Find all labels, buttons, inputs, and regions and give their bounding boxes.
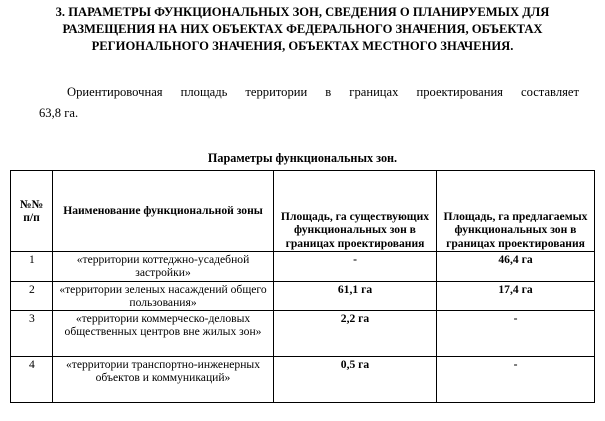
table-header-row — [11, 171, 595, 252]
header-proposed-area: Площадь, га предлагаемых функциональных зон в границах проектирования — [437, 171, 595, 252]
area-paragraph: Ориентировочная площадь территории в границах проектирования составляет — [67, 85, 579, 99]
row-num: 3 — [11, 311, 53, 357]
table-row — [11, 311, 595, 357]
table-row — [11, 252, 595, 282]
row-proposed-area: 46,4 га — [437, 252, 595, 282]
section-heading: 3. ПАРАМЕТРЫ ФУНКЦИОНАЛЬНЫХ ЗОН, СВЕДЕНИЯ О ПЛАНИРУЕМЫХ ДЛЯ РАЗМЕЩЕНИЯ НА НИХ ОБЪЕКТАХ ФЕДЕРАЛЬНОГО ЗНАЧЕНИЯ, ОБЪЕКТАХ РЕГИОНАЛЬНОГО ЗНАЧЕНИЯ, ОБЪЕКТАХ МЕСТНОГО ЗНАЧЕНИЯ. — [55, 5, 550, 53]
functional-zones-table — [10, 170, 595, 403]
row-num: 2 — [11, 281, 53, 311]
row-zone-name: «территории коммерческо-деловых общественных центров вне жилых зон» — [53, 311, 274, 357]
row-num: 4 — [11, 357, 53, 403]
row-zone-name: «территории коттеджно-усадебной застройки» — [53, 252, 274, 282]
row-existing-area: 2,2 га — [274, 311, 437, 357]
row-zone-name: «территории транспортно-инженерных объектов и коммуникаций» — [53, 357, 274, 403]
table-row — [11, 357, 595, 403]
row-num: 1 — [11, 252, 53, 282]
table-row — [11, 281, 595, 311]
header-existing-area: Площадь, га существующих функциональных зон в границах проектирования — [274, 171, 437, 252]
row-proposed-area: 17,4 га — [437, 281, 595, 311]
table-caption: Параметры функциональных зон. — [207, 151, 398, 165]
row-proposed-area: - — [437, 311, 595, 357]
row-existing-area: 0,5 га — [274, 357, 437, 403]
row-existing-area: 61,1 га — [274, 281, 437, 311]
header-zone-name: Наименование функциональной зоны — [53, 171, 274, 252]
row-zone-name: «территории зеленых насаждений общего пользования» — [53, 281, 274, 311]
row-proposed-area: - — [437, 357, 595, 403]
area-paragraph-tail: 63,8 га. — [39, 106, 79, 120]
row-existing-area: - — [274, 252, 437, 282]
header-num: №№ п/п — [11, 171, 53, 252]
